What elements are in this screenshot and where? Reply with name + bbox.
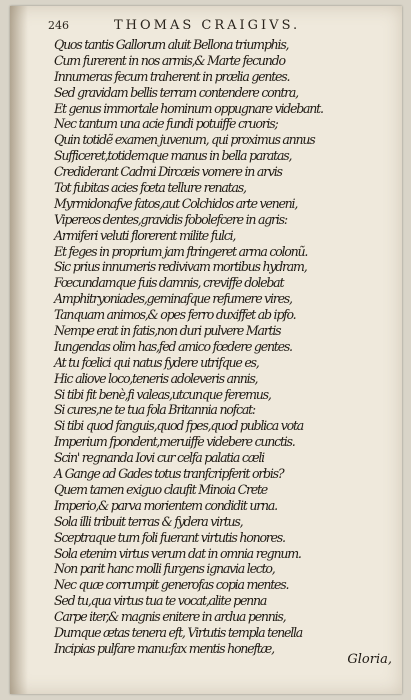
verse-line: Sufficeret,totidemque manus in bella paratas, <box>54 148 292 164</box>
verse-line: Armiferi veluti florerent milite fulci, <box>54 227 236 243</box>
verse-line: Nempe erat in fatis,non duri pulvere Martis <box>54 323 281 339</box>
verse-line: Si tibi quod fanguis,quod fpes,quod publica vota <box>54 418 304 434</box>
verse-line: Sed tu,qua virtus tua te vocat,alite penna <box>54 593 267 609</box>
verse-line: Sceptraque tum foli fuerant virtutis honores. <box>54 529 285 545</box>
verse-line: Sola etenim virtus verum dat in omnia regnum. <box>54 545 301 561</box>
page-gutter-shadow <box>10 6 28 694</box>
verse-text <box>54 37 396 657</box>
verse-line: Non parit hanc molli furgens ignavia lecto, <box>54 561 275 577</box>
verse-line: Sic prius innumeris redivivam mortibus hydram, <box>54 259 307 275</box>
verse-line: Et feges in proprium jam ftringeret arma colonũ. <box>54 243 308 259</box>
verse-line: At tu fœlici qui natus fydere utrifque es, <box>54 354 259 370</box>
verse-line: Cum furerent in nos armis,& Marte fecundo <box>54 52 285 68</box>
book-page <box>10 6 402 694</box>
verse-line: Amphitryoniades,geminafque refumere vires, <box>54 291 292 307</box>
verse-line: Nec tantum una acie fundi potuiffe cruoris; <box>54 116 278 132</box>
verse-line: Si tibi fit benè,fi valeas,utcunque feremus, <box>54 386 271 402</box>
running-header <box>48 18 388 34</box>
verse-line: Tanquam animos,& opes ferro duxiffet ab ipfo. <box>54 307 296 323</box>
running-title: THOMAS CRAIGIVS. <box>114 18 301 33</box>
verse-line: Carpe iter,& magnis enitere in ardua pennis, <box>54 609 286 625</box>
verse-line: Iungendas olim has,fed amico fœdere gentes. <box>54 338 292 354</box>
verse-line: Incipias pulfare manu:fax mentis honeftæ, <box>54 640 274 656</box>
verse-line: Myrmidonafve fatos,aut Colchidos arte veneni, <box>54 195 298 211</box>
verse-line: Scin' regnanda Iovi cur celfa palatia cæli <box>54 450 264 466</box>
verse-line: Vipereos dentes,gravidis fobolefcere in agris: <box>54 211 287 227</box>
verse-line: Si cures,ne te tua fola Britannia nofcat: <box>54 402 255 418</box>
verse-line: Sola illi tribuit terras & fydera virtus, <box>54 513 243 529</box>
verse-line: Tot fubitas acies fœta tellure renatas, <box>54 180 246 196</box>
catchword: Gloria, <box>347 652 392 667</box>
verse-line: Hic aliove loco,teneris adoleveris annis, <box>54 370 258 386</box>
verse-line: Imperio,& parva morientem condidit urna. <box>54 497 277 513</box>
verse-line: Sed gravidam bellis terram contendere contra, <box>54 84 298 100</box>
verse-line: Innumeras fecum traherent in prælia gentes. <box>54 68 290 84</box>
verse-line: Dumque ætas tenera eft, Virtutis templa tenella <box>54 624 303 640</box>
page-number: 246 <box>48 19 69 32</box>
verse-line: Quin totidẽ examen juvenum, qui proximus annus <box>54 132 315 148</box>
verse-line: Quem tamen exiguo claufit Minoia Crete <box>54 481 267 497</box>
verse-line: Imperium fpondent,meruiffe videbere cunctis. <box>54 434 295 450</box>
verse-line: A Gange ad Gades totus tranfcripferit orbis? <box>54 466 284 482</box>
verse-line: Nec quæ corrumpit generofas copia mentes. <box>54 577 289 593</box>
verse-line: Quos tantis Gallorum aluit Bellona triumphis, <box>54 37 289 52</box>
verse-line: Et genus immortale hominum oppugnare videbant. <box>54 100 323 116</box>
verse-line: Crediderant Cadmi Dircæis vomere in arvis <box>54 164 282 180</box>
verse-line: Fœcundamque fuis damnis, creviffe dolebat <box>54 275 284 291</box>
